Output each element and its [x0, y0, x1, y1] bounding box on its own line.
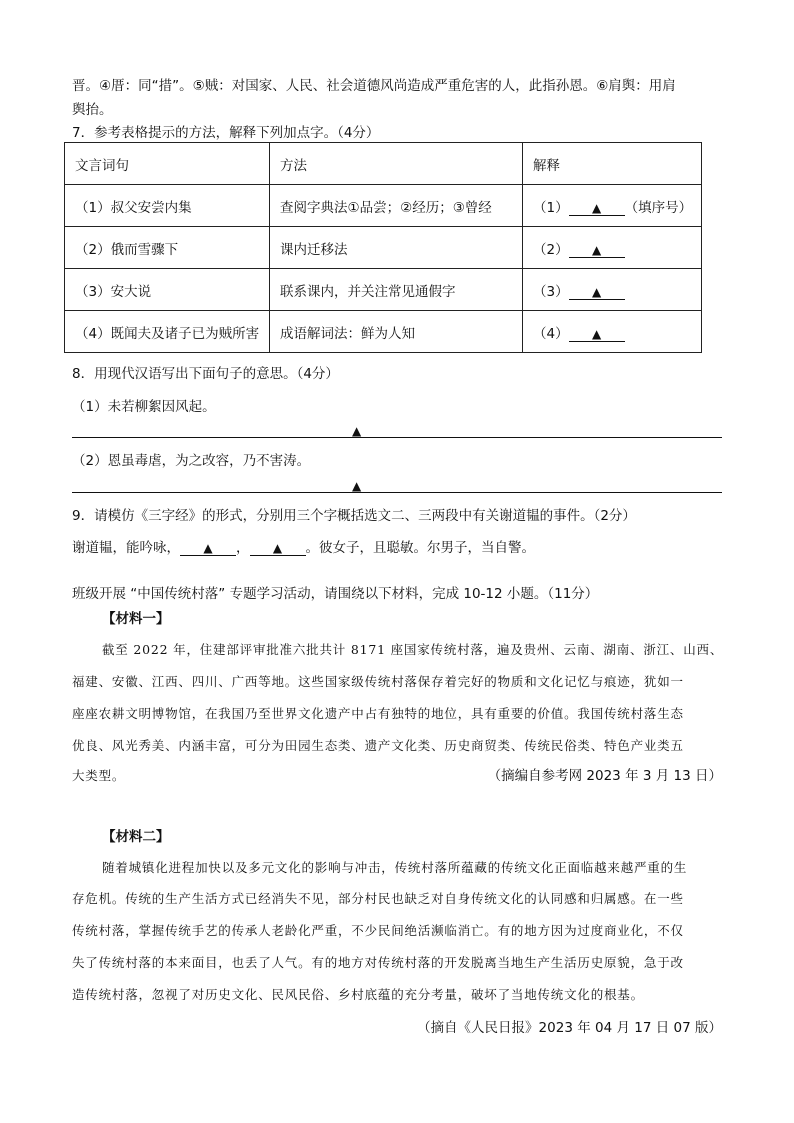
- answer-blank[interactable]: ▲: [250, 541, 306, 556]
- notes-line-2: 舆抬。: [72, 102, 113, 118]
- row-phrase: （3）安大说: [65, 269, 270, 311]
- table-row: [65, 185, 702, 227]
- q9-fill-line: 谢道韫，能吟咏， ▲ ， ▲ 。彼女子，且聪敏。尔男子，当自警。: [72, 540, 535, 556]
- material-2-line: 传统村落，掌握传统手艺的传承人老龄化严重，不少民间绝活濒临消亡。有的地方因为过度商业化，不仅: [72, 923, 684, 938]
- material-2-line: 失了传统村落的本来面目，也丢了人气。有的地方对传统村落的开发脱离当地生产生活历史原貌，急于改: [72, 955, 684, 970]
- answer-blank[interactable]: ▲: [569, 243, 625, 258]
- row-answer: （4） ▲: [523, 311, 702, 353]
- material-2-line: 随着城镇化进程加快以及多元文化的影响与冲击，传统村落所蕴藏的传统文化正面临越来越严重的生: [102, 860, 688, 875]
- row-method: 查阅字典法①品尝；②经历；③曾经: [270, 185, 523, 227]
- activity-intro: 班级开展 “中国传统村落” 专题学习活动，请围绕以下材料，完成 10-12 小题。（11分）: [72, 586, 599, 602]
- answer-marker: ▲: [352, 424, 362, 438]
- answer-line[interactable]: [72, 492, 722, 493]
- table-row: [65, 269, 702, 311]
- answer-blank[interactable]: ▲: [569, 327, 625, 342]
- material-1-line: 座座农耕文明博物馆，在我国乃至世界文化遗产中占有独特的地位，具有重要的价值。我国传统村落生态: [72, 706, 684, 721]
- material-1-source: （摘编自参考网 2023 年 3 月 13 日）: [487, 768, 722, 784]
- row-answer: （2） ▲: [523, 227, 702, 269]
- material-1-line: 大类型。: [72, 768, 126, 783]
- row-answer: （3） ▲: [523, 269, 702, 311]
- material-1-line: 截至 2022 年，住建部评审批准六批共计 8171 座国家传统村落，遍及贵州、云南、湖南、浙江、山西、: [102, 642, 724, 657]
- header-answer: 解释: [523, 143, 702, 185]
- header-phrase: 文言词句: [65, 143, 270, 185]
- answer-marker: ▲: [352, 479, 362, 493]
- answer-line[interactable]: [72, 437, 722, 438]
- row-answer: （1） ▲ （填序号）: [523, 185, 702, 227]
- q7-prompt: 7．参考表格提示的方法，解释下列加点字。（4分）: [72, 125, 380, 141]
- q8-sentence-2: （2）恩虽毒虐，为之改容，乃不害涛。: [72, 453, 311, 469]
- material-2-line: 存危机。传统的生产生活方式已经消失不见，部分村民也缺乏对自身传统文化的认同感和归属感。在一些: [72, 891, 684, 906]
- material-1-line: 优良、风光秀美、内涵丰富，可分为田园生态类、遗产文化类、历史商贸类、传统民俗类、特色产业类五: [72, 738, 684, 753]
- material-2-title: 【材料二】: [102, 829, 170, 845]
- row-method: 联系课内，并关注常见通假字: [270, 269, 523, 311]
- q8-sentence-1: （1）未若柳絮因风起。: [72, 399, 216, 415]
- material-2-line: 造传统村落，忽视了对历史文化、民风民俗、乡村底蕴的充分考量，破坏了当地传统文化的根基。: [72, 987, 644, 1002]
- material-1-title: 【材料一】: [102, 611, 170, 627]
- q8-prompt: 8．用现代汉语写出下面句子的意思。（4分）: [72, 366, 339, 382]
- header-method: 方法: [270, 143, 523, 185]
- row-phrase: （4）既闻夫及诸子已为贼所害: [65, 311, 270, 353]
- row-method: 课内迁移法: [270, 227, 523, 269]
- notes-line-1: 晋。④厝：同“措”。⑤贼：对国家、人民、社会道德风尚造成严重危害的人，此指孙恩。⑥肩舆：用肩: [72, 78, 676, 94]
- answer-blank[interactable]: ▲: [180, 541, 236, 556]
- answer-blank[interactable]: ▲: [569, 285, 625, 300]
- material-1-line: 福建、安徽、江西、四川、广西等地。这些国家级传统村落保存着完好的物质和文化记忆与痕迹，犹如一: [72, 674, 684, 689]
- q7-table: [64, 142, 702, 353]
- row-phrase: （1）叔父安尝内集: [65, 185, 270, 227]
- material-2-source: （摘自《人民日报》2023 年 04 月 17 日 07 版）: [417, 1020, 722, 1036]
- answer-blank[interactable]: ▲: [569, 201, 625, 216]
- row-method: 成语解词法：鲜为人知: [270, 311, 523, 353]
- table-row: [65, 311, 702, 353]
- q9-prompt: 9．请模仿《三字经》的形式，分别用三个字概括选文二、三两段中有关谢道韫的事件。（2分）: [72, 508, 636, 524]
- table-row: [65, 227, 702, 269]
- table-header-row: [65, 143, 702, 185]
- row-phrase: （2）俄而雪骤下: [65, 227, 270, 269]
